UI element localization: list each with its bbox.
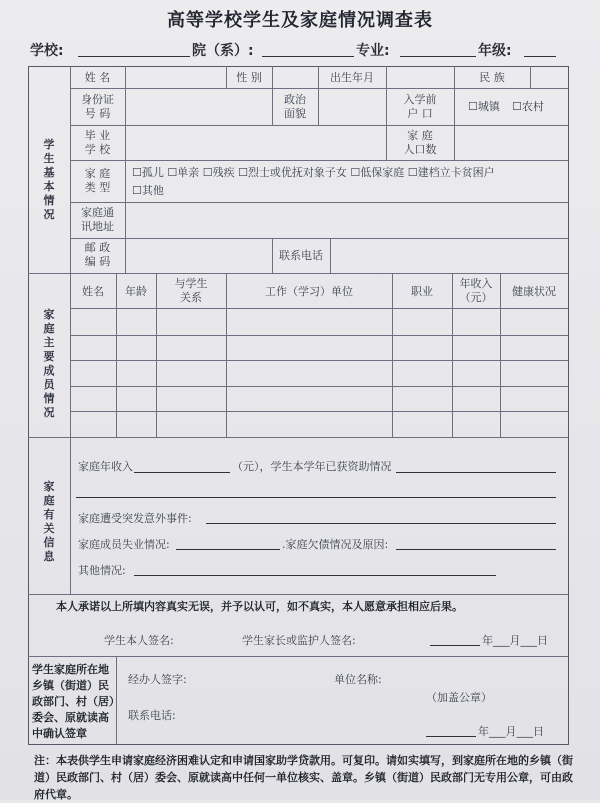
- member-age-header: 年龄: [125, 285, 147, 298]
- hukou-rural-checkbox[interactable]: ☐农村: [512, 100, 544, 113]
- political-label-line1: 政治: [284, 93, 306, 106]
- id-label-line1: 身份证: [81, 93, 114, 106]
- id-label-line2: 号 码: [84, 107, 111, 120]
- member-income-header: [452, 277, 500, 305]
- name-label: 姓 名: [84, 71, 111, 84]
- certify-label-line1: 学生家庭所在地: [32, 663, 109, 676]
- grad-school-label-line2: 学 校: [84, 143, 111, 156]
- family-type-options[interactable]: ☐孤儿 ☐单亲 ☐残疾 ☐烈士或优抚对象子女 ☐低保家庭 ☐建档立卡贫困户: [132, 166, 495, 179]
- address-label: [70, 206, 125, 234]
- income-label: 家庭年收入: [78, 460, 133, 473]
- gender-label: 性 别: [236, 71, 262, 84]
- stamp-label: （加盖公章）: [426, 691, 492, 704]
- hukou-label-line2: 户 口: [407, 107, 433, 120]
- certify-label: [32, 662, 120, 742]
- section-family-members: [40, 308, 58, 420]
- member-income-header-line2: （元）: [459, 291, 493, 304]
- family-type-label: [70, 167, 125, 195]
- member-relation-header-line2: 关系: [180, 291, 202, 304]
- birth-label: 出生年月: [330, 71, 374, 84]
- political-label: [272, 93, 318, 121]
- family-size-label: [386, 129, 454, 157]
- member-income-header-line1: 年收入: [459, 277, 493, 290]
- major-label: 专业:: [356, 43, 390, 59]
- family-size-label-line2: 人口数: [403, 143, 437, 156]
- member-relation-header: [156, 277, 226, 305]
- id-label: [70, 93, 125, 121]
- political-label-line2: 面貌: [284, 107, 306, 120]
- dept-label: 院（系）:: [192, 43, 254, 59]
- certify-date: 年___月___日: [478, 725, 544, 738]
- section-family-info: [40, 480, 58, 564]
- phone-label: 联系电话: [279, 249, 323, 262]
- member-name-header: 姓名: [82, 285, 104, 298]
- student-signature-label[interactable]: 学生本人签名:: [104, 634, 174, 647]
- footer-note: 注：本表供学生申请家庭经济困难认定和申请国家助学贷款用。可复印。请如实填写，到家庭所在地的乡镇（街道）民政部门、村（居）委会、原就读高中任何一单位核实、盖章。乡镇（街道）民政部门无专用公章，可由政府代章。: [34, 754, 573, 801]
- grad-school-label: [70, 129, 125, 157]
- pledge-date: 年___月___日: [482, 634, 548, 647]
- member-relation-header-line1: 与学生: [174, 277, 208, 290]
- certify-label-line3: 政部门、村（居）: [32, 695, 120, 708]
- debt-label: .家庭欠债情况及原因:: [282, 538, 389, 551]
- grade-label: 年级:: [478, 43, 512, 59]
- unit-name-label[interactable]: 单位名称:: [334, 673, 382, 686]
- section-basic-info: [40, 138, 58, 222]
- unemployment-label: 家庭成员失业情况:: [78, 538, 170, 551]
- hukou-label: [386, 93, 454, 121]
- grad-school-label-line1: 毕 业: [84, 129, 111, 142]
- certify-label-line5: 中确认签章: [32, 727, 87, 740]
- emergency-label: 家庭遭受突发意外事件:: [78, 512, 192, 525]
- family-type-other-checkbox[interactable]: ☐其他: [132, 184, 164, 197]
- ethnicity-label: 民 族: [479, 71, 505, 84]
- member-occupation-header: 职业: [411, 285, 433, 298]
- income-unit-label: （元），学生本学年已获资助情况: [232, 460, 392, 473]
- hukou-label-line1: 入学前: [403, 93, 437, 106]
- section-basic-label: 学生基本情况: [43, 138, 55, 221]
- address-label-line2: 讯地址: [81, 220, 114, 233]
- form-title: 高等学校学生及家庭情况调查表: [167, 10, 433, 31]
- certify-label-line2: 乡镇（街道）民: [32, 679, 109, 692]
- certify-label-line4: 委会、原就读高: [32, 711, 109, 724]
- school-label: 学校:: [30, 43, 64, 59]
- address-label-line1: 家庭通: [81, 206, 114, 219]
- postcode-label-line1: 邮 政: [84, 241, 111, 254]
- postcode-label: [70, 241, 125, 269]
- family-type-label-line2: 类 型: [84, 181, 111, 194]
- handler-signature-label[interactable]: 经办人签字:: [128, 673, 187, 686]
- section-family-members-label: 家庭主要成员情况: [43, 308, 55, 419]
- pledge-statement: 本人承诺以上所填内容真实无误，并予以认可，如不真实，本人愿意承担相应后果。: [56, 600, 463, 613]
- postcode-label-line2: 编 码: [84, 255, 111, 268]
- member-workplace-header: 工作（学习）单位: [265, 285, 353, 298]
- member-health-header: 健康状况: [512, 285, 556, 298]
- guardian-signature-label[interactable]: 学生家长或监护人签名:: [242, 634, 356, 647]
- family-size-label-line1: 家 庭: [407, 129, 433, 142]
- hukou-town-checkbox[interactable]: ☐城镇: [468, 100, 500, 113]
- other-situation-label: 其他情况:: [78, 564, 126, 577]
- family-type-label-line1: 家 庭: [84, 167, 111, 180]
- certify-phone-label[interactable]: 联系电话:: [128, 709, 176, 722]
- section-family-info-label: 家庭有关信息: [43, 480, 55, 563]
